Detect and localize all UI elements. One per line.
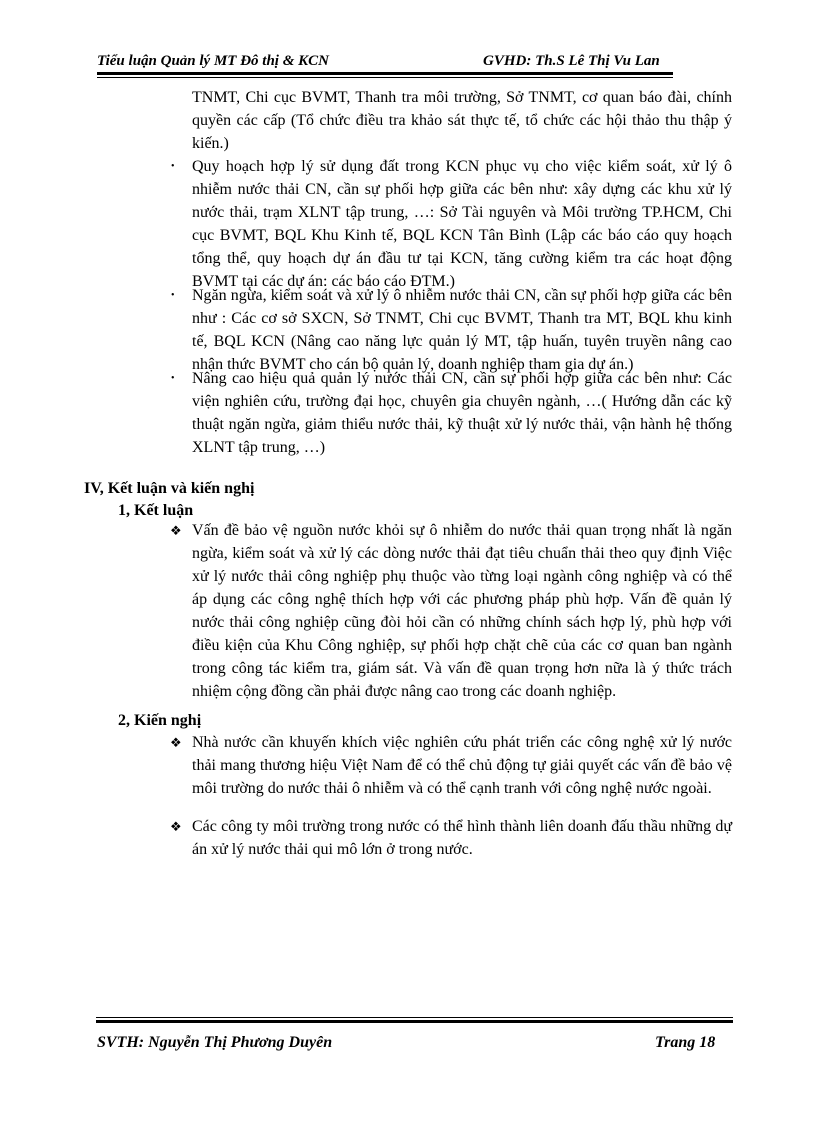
list-item: Nhà nước cần khuyến khích việc nghiên cứu phát triển các công nghệ xử lý nước thải mang thương hiệu Việt Nam để có thể chủ động tự giải quyết các vấn đề bảo vệ môi trường do nước thải ô nhiễm và có thể cạnh tranh với công nghệ nước ngoài. [192,734,732,797]
footer-student-name: SVTH: Nguyễn Thị Phương Duyên [97,1034,333,1051]
page-header [97,53,671,71]
list-item: Quy hoạch hợp lý sử dụng đất trong KCN phục vụ cho việc kiểm soát, xử lý ô nhiễm nước thải CN, cần sự phối hợp giữa các bên như: xây dựng các khu xử lý nước thải, trạm XLNT tập trung, …: Sở Tài nguyên và Môi trường TP.HCM, Chi cục BVMT, BQL Khu Kinh tế, BQL KCN Tân Bình (Lập các báo cáo quy hoạch tổng thể, quy hoạch dự án đầu tư tại KCN, tăng cường kiểm tra các hoạt động BVMT tại các dự án: các báo cáo ĐTM.) [192,158,732,290]
header-rule-thin [97,77,673,78]
header-rule-thick [97,72,673,75]
continuation-paragraph: TNMT, Chi cục BVMT, Thanh tra môi trường, Sở TNMT, cơ quan báo đài, chính quyền các cấp (Tổ chức điều tra khảo sát thực tế, tổ chức các hội thảo thu thập ý kiến.) [192,89,732,152]
list-item: Ngăn ngừa, kiểm soát và xử lý ô nhiễm nước thải CN, cần sự phối hợp giữa các bên như : Các cơ sở SXCN, Sở TNMT, Chi cục BVMT, Thanh tra MT, BQL khu kinh tế, BQL KCN (Nâng cao năng lực quản lý MT, tập huấn, tuyên truyền nâng cao nhận thức BVMT cho cán bộ quản lý, doanh nghiệp tham gia dự án.) [192,287,732,373]
footer-rule-thick [96,1020,733,1023]
list-item: Nâng cao hiệu quả quản lý nước thải CN, cần sự phối hợp giữa các bên như: Các viện nghiên cứu, trường đại học, chuyên gia chuyên ngành, …( Hướng dẫn các kỹ thuật ngăn ngừa, giảm thiểu nước thải, kỹ thuật xử lý nước thải, vận hành hệ thống XLNT tập trung, …) [192,370,732,456]
diamond-bullet-icon: ❖ [170,523,182,538]
list-item: Vấn đề bảo vệ nguồn nước khỏi sự ô nhiễm do nước thải quan trọng nhất là ngăn ngừa, kiểm soát và xử lý các dòng nước thải đạt tiêu chuẩn thải theo quy định Việc xử lý nước thải công nghiệp phụ thuộc vào từng loại ngành công nghiệp và có thể áp dụng các công nghệ thích hợp với các phương pháp phù hợp. Vấn đề quản lý nước thải công nghiệp cũng đòi hỏi cần có những chính sách hợp lý, phù hợp với điều kiện của Khu Công nghiệp, sự phối hợp chặt chẽ của các cơ quan ban ngành trong công tác kiểm tra, giám sát. Và vấn đề quan trọng hơn nữa là ý thức trách nhiệm cộng đồng cần phải được nâng cao trong các doanh nghiệp. [192,522,732,700]
footer-rule-thin [96,1017,733,1018]
header-left-title: Tiểu luận Quản lý MT Đô thị & KCN [97,53,329,69]
bullet-dot-icon: • [171,290,175,301]
subsection-heading-recommendations: 2, Kiến nghị [118,712,202,729]
section-heading-conclusions: IV, Kết luận và kiến nghị [84,480,255,497]
footer-page-number: Trang 18 [655,1034,716,1051]
bullet-dot-icon: • [171,373,175,384]
diamond-bullet-icon: ❖ [170,735,182,750]
bullet-dot-icon: • [171,161,175,172]
list-item: Các công ty môi trường trong nước có thể hình thành liên doanh đấu thầu những dự án xử lý nước thải qui mô lớn ở trong nước. [192,818,732,858]
diamond-bullet-icon: ❖ [170,819,182,834]
header-right-instructor: GVHD: Th.S Lê Thị Vu Lan [483,53,660,69]
subsection-heading-conclusion: 1, Kết luận [118,502,194,519]
